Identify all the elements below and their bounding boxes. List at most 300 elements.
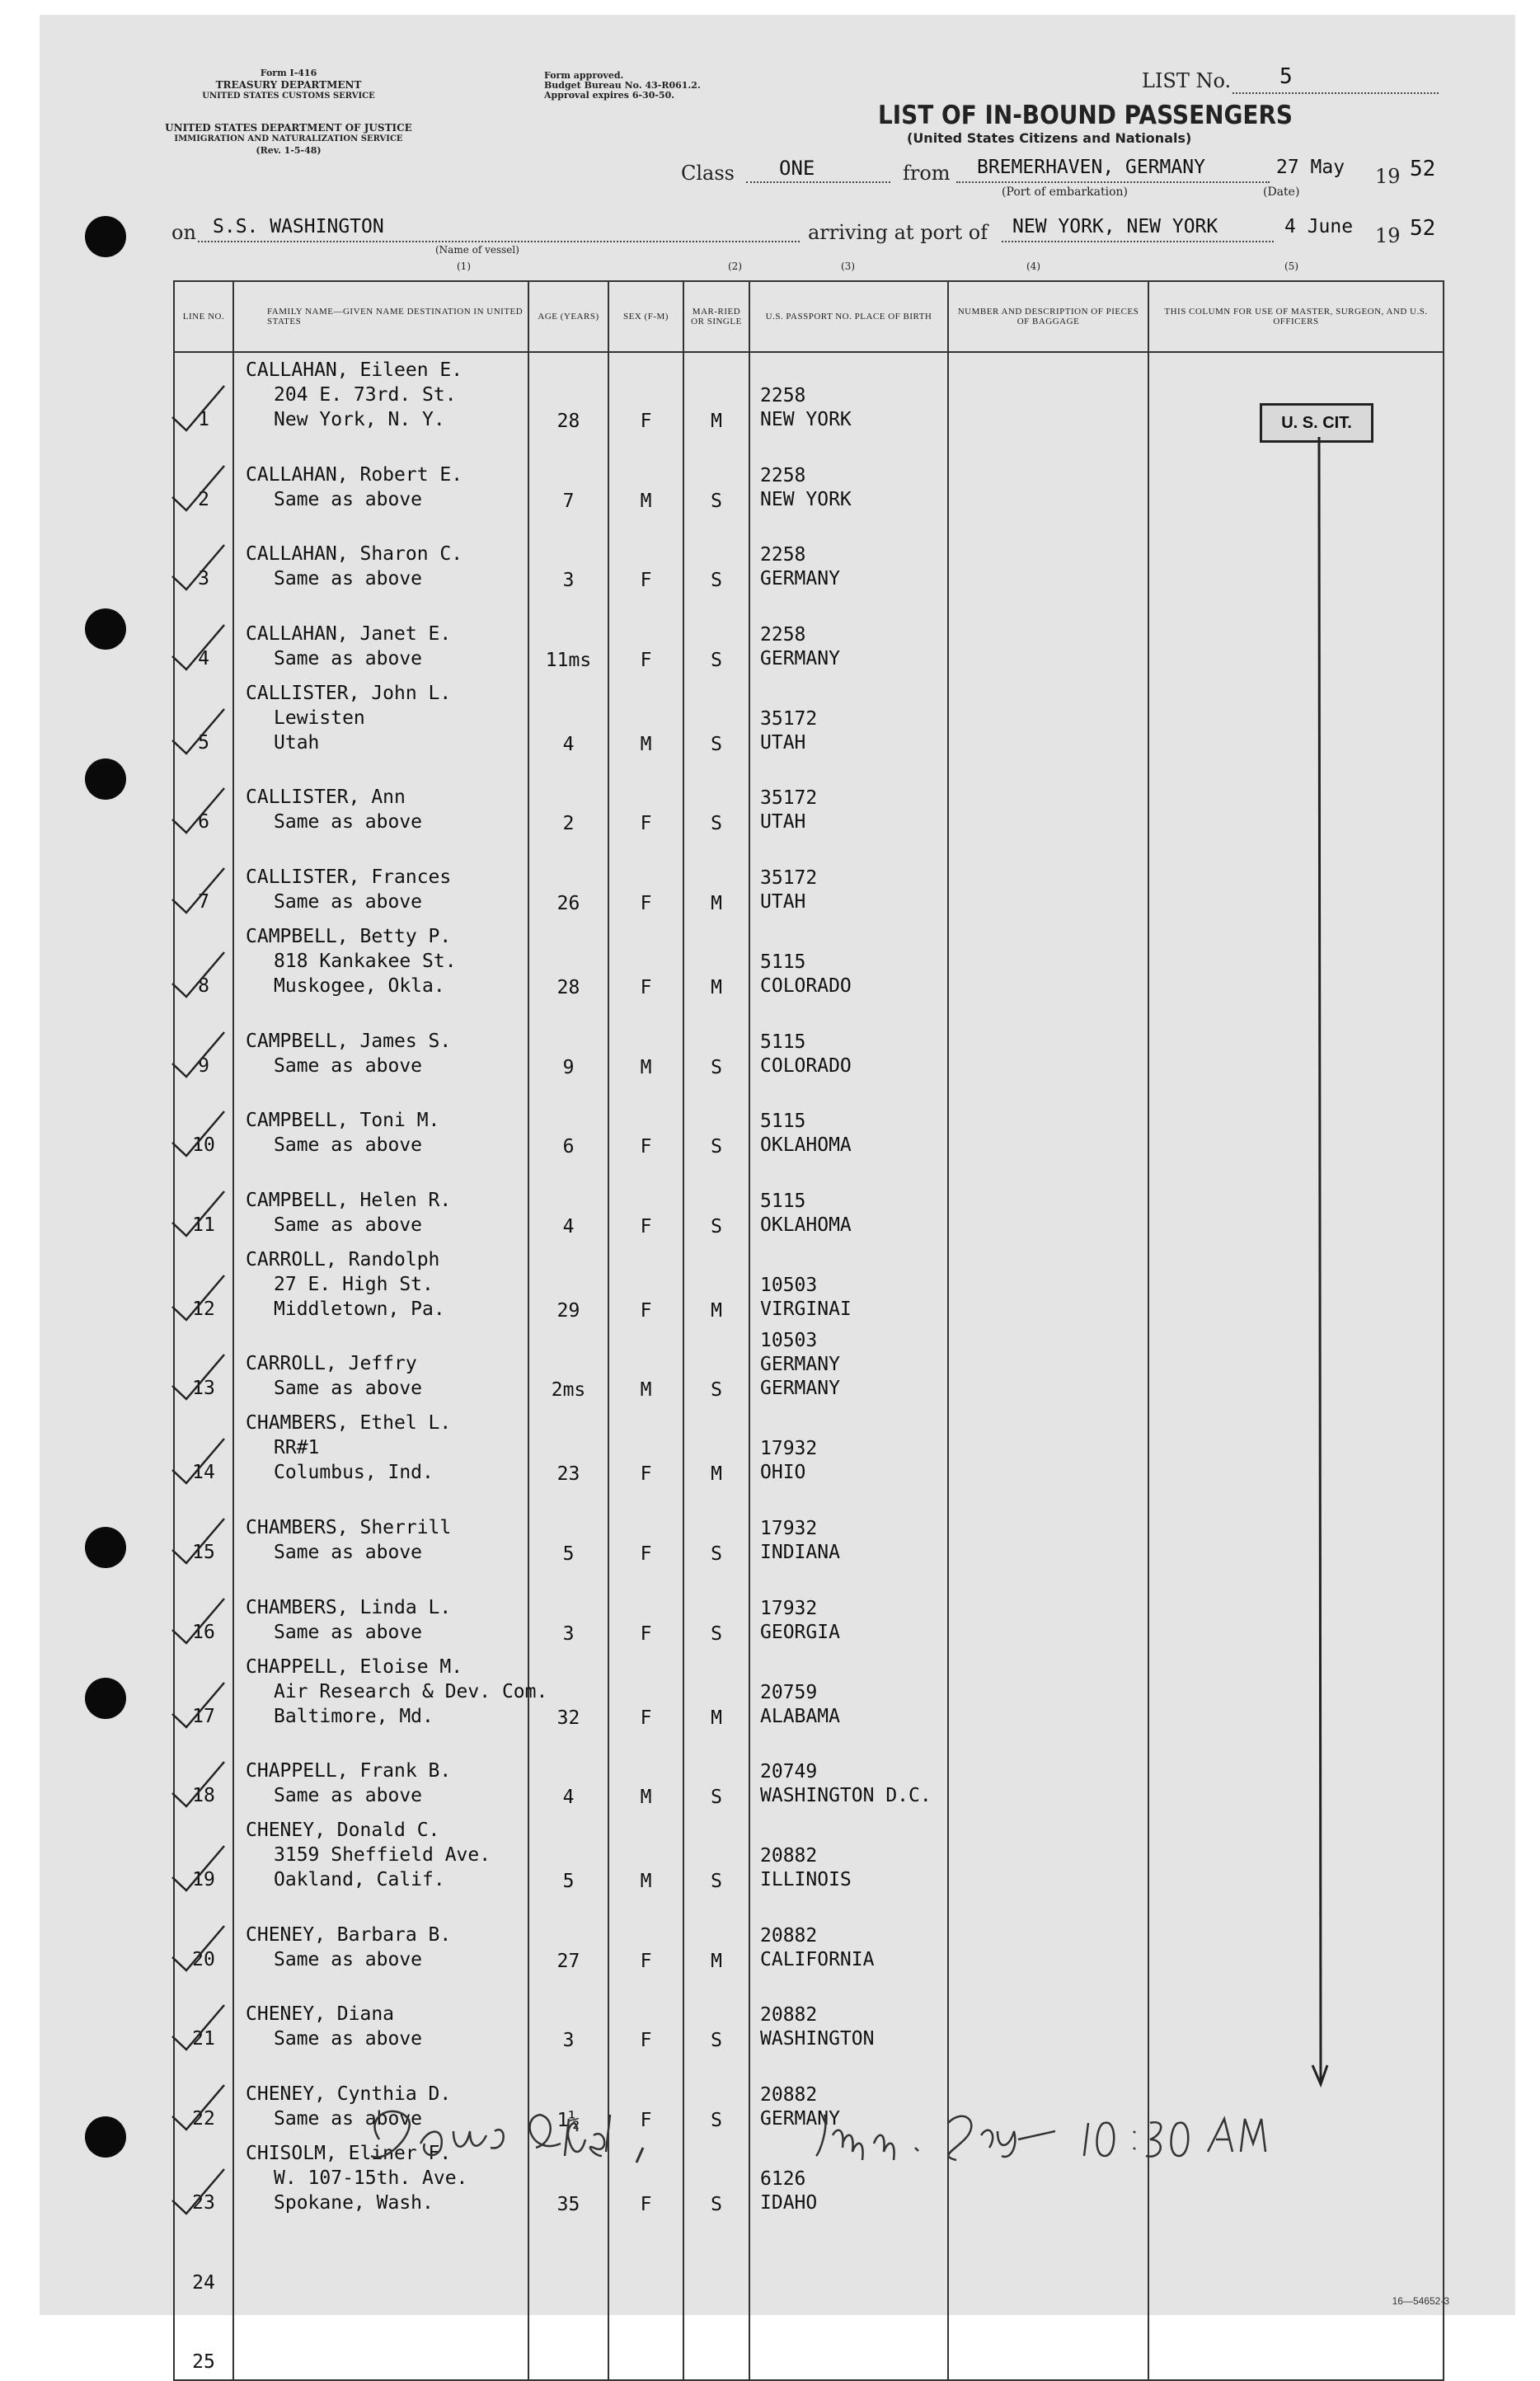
arrival-line — [1002, 241, 1274, 242]
budget-bureau: Budget Bureau No. 43-R061.2. — [544, 80, 701, 91]
line-number-cell — [174, 2056, 233, 2136]
passenger-name: CHAMBERS, Linda L. — [246, 1596, 452, 1618]
passenger-destination: Same as above — [274, 890, 423, 913]
line-number: 24 — [192, 2271, 215, 2294]
name-cell — [233, 1327, 528, 1407]
passport-cell — [749, 839, 948, 919]
passenger-destination: Lewisten — [274, 707, 365, 729]
passenger-name: CALLAHAN, Eileen E. — [246, 359, 463, 381]
officers-cell — [1148, 1650, 1444, 1734]
age-cell: 5 — [528, 1490, 608, 1570]
passenger-name: CHAPPELL, Eloise M. — [246, 1655, 463, 1678]
age-cell: 2 — [528, 760, 608, 840]
page-subtitle: (United States Citizens and Nationals) — [907, 130, 1192, 146]
officers-cell — [1148, 1490, 1444, 1570]
passport-number: 20882 — [760, 1845, 818, 1867]
name-cell — [233, 437, 528, 517]
col-num-5: (5) — [1284, 261, 1298, 272]
line-number-cell — [174, 1813, 233, 1897]
line-number-cell — [174, 676, 233, 760]
baggage-cell — [948, 1570, 1148, 1650]
sex-cell: F — [608, 596, 683, 676]
passport-cell — [749, 1734, 948, 1814]
sex-cell: M — [608, 1734, 683, 1814]
approval-expires: Approval expires 6-30-50. — [544, 90, 675, 101]
table-row — [174, 919, 1444, 1003]
officers-cell — [1148, 1977, 1444, 2057]
name-cell — [233, 596, 528, 676]
passenger-destination: W. 107-15th. Ave. — [274, 2167, 468, 2189]
baggage-cell — [948, 517, 1148, 597]
line-number-cell — [174, 2220, 233, 2300]
baggage-cell — [948, 1977, 1148, 2057]
officers-cell — [1148, 2220, 1444, 2300]
footer-code: 16—54652-3 — [1392, 2295, 1449, 2307]
passenger-destination: Same as above — [274, 1541, 423, 1563]
passport-cell — [749, 1327, 948, 1407]
passport-number: 35172 — [760, 787, 818, 810]
passport-cell — [749, 596, 948, 676]
line-number: 13 — [192, 1378, 215, 1400]
passenger-destination: Same as above — [274, 1214, 423, 1236]
approved: Form approved. — [544, 70, 624, 81]
table-row — [174, 352, 1444, 437]
baggage-cell — [948, 676, 1148, 760]
passenger-name: CHENEY, Diana — [246, 2003, 395, 2026]
place-of-birth: GERMANY — [760, 647, 840, 669]
passenger-name: CHAPPELL, Frank B. — [246, 1760, 452, 1782]
married-cell: M — [683, 1897, 749, 1977]
passport-number: 20759 — [760, 1681, 818, 1703]
passport-cell — [749, 1897, 948, 1977]
place-of-birth: GERMANY — [760, 2107, 840, 2130]
col-num-2: (2) — [728, 261, 742, 272]
form-number: Form I-416 — [260, 68, 317, 78]
passenger-destination: Oakland, Calif. — [274, 1869, 445, 1891]
baggage-cell — [948, 760, 1148, 840]
line-number-cell — [174, 760, 233, 840]
married-cell: M — [683, 1242, 749, 1327]
binder-hole — [85, 1678, 126, 1719]
baggage-cell — [948, 1490, 1148, 1570]
line-number-cell — [174, 517, 233, 597]
married-cell: M — [683, 919, 749, 1003]
sex-cell: M — [608, 1003, 683, 1083]
age-cell: 27 — [528, 1897, 608, 1977]
col-num-4: (4) — [1026, 261, 1040, 272]
age-cell: 32 — [528, 1650, 608, 1734]
age-cell: 23 — [528, 1406, 608, 1490]
sex-cell — [608, 2220, 683, 2300]
place-of-birth: UTAH — [760, 731, 806, 754]
baggage-cell — [948, 839, 1148, 919]
form-info — [198, 68, 379, 102]
sex-cell: F — [608, 760, 683, 840]
sex-cell: F — [608, 1650, 683, 1734]
sex-cell: F — [608, 1242, 683, 1327]
place-of-birth: UTAH — [760, 811, 806, 834]
sex-cell: F — [608, 2056, 683, 2136]
married-cell: S — [683, 517, 749, 597]
passport-cell — [749, 2300, 948, 2381]
officers-cell — [1148, 1406, 1444, 1490]
passenger-name: CALLAHAN, Janet E. — [246, 622, 452, 645]
age-cell: 29 — [528, 1242, 608, 1327]
table-row — [174, 1897, 1444, 1977]
passport-number: 20882 — [760, 1924, 818, 1947]
married-cell: S — [683, 1570, 749, 1650]
line-number-cell — [174, 1162, 233, 1242]
table-row — [174, 2220, 1444, 2300]
table-row — [174, 760, 1444, 840]
officers-cell — [1148, 1570, 1444, 1650]
sex-cell: F — [608, 1897, 683, 1977]
passenger-destination: Same as above — [274, 488, 423, 510]
passport-cell — [749, 1083, 948, 1163]
line-number: 19 — [192, 1869, 215, 1891]
line-number-cell — [174, 2300, 233, 2381]
officers-cell — [1148, 437, 1444, 517]
place-of-birth: OKLAHOMA — [760, 1214, 852, 1236]
married-cell: M — [683, 1406, 749, 1490]
line-number-cell — [174, 839, 233, 919]
passport-number: 35172 — [760, 707, 818, 730]
table-row — [174, 1977, 1444, 2057]
line-number: 20 — [192, 1948, 215, 1970]
line-number: 4 — [198, 647, 209, 669]
class-label: Class — [681, 162, 735, 185]
passenger-destination: Same as above — [274, 1621, 423, 1643]
line-number: 22 — [192, 2107, 215, 2130]
page-title: LIST OF IN-BOUND PASSENGERS — [878, 101, 1294, 130]
passenger-name: CARROLL, Randolph — [246, 1248, 440, 1270]
line-number: 10 — [192, 1134, 215, 1157]
age-cell: 11ms — [528, 596, 608, 676]
officers-cell — [1148, 2300, 1444, 2381]
line-number-cell — [174, 1897, 233, 1977]
age-cell: 3 — [528, 1977, 608, 2057]
place-of-birth: ILLINOIS — [760, 1869, 852, 1891]
name-cell — [233, 1406, 528, 1490]
binder-hole — [85, 758, 126, 800]
passenger-name: CHENEY, Cynthia D. — [246, 2083, 452, 2105]
passenger-name: CARROLL, Jeffry — [246, 1353, 417, 1375]
age-cell: 4 — [528, 1162, 608, 1242]
dept-treasury: TREASURY DEPARTMENT — [215, 79, 362, 91]
line-number-cell — [174, 919, 233, 1003]
col-num-1: (1) — [457, 261, 471, 272]
line-number-cell — [174, 1083, 233, 1163]
justice-info — [165, 122, 412, 157]
line-number-cell — [174, 2136, 233, 2220]
passport-cell — [749, 517, 948, 597]
line-number: 6 — [198, 811, 209, 834]
passenger-name: CALLAHAN, Sharon C. — [246, 543, 463, 566]
passport-number: 5115 — [760, 1190, 806, 1212]
col-header-line: LINE NO. — [174, 281, 233, 352]
line-number: 5 — [198, 731, 209, 754]
officers-cell — [1148, 676, 1444, 760]
sex-cell: F — [608, 1570, 683, 1650]
passenger-name: CAMPBELL, James S. — [246, 1030, 452, 1052]
passenger-name: CAMPBELL, Betty P. — [246, 925, 452, 947]
age-cell: 2ms — [528, 1327, 608, 1407]
ins-service: IMMIGRATION AND NATURALIZATION SERVICE — [174, 134, 403, 143]
name-cell — [233, 1977, 528, 2057]
married-cell: S — [683, 1734, 749, 1814]
passenger-destination: Same as above — [274, 2028, 423, 2050]
age-cell: 6 — [528, 1083, 608, 1163]
married-cell — [683, 2300, 749, 2381]
binder-hole — [85, 2116, 126, 2158]
baggage-cell — [948, 1327, 1148, 1407]
passport-cell — [749, 1490, 948, 1570]
from-line — [956, 181, 1270, 183]
vessel-line — [198, 241, 800, 242]
passport-number: 5115 — [760, 1111, 806, 1133]
sex-cell: F — [608, 919, 683, 1003]
baggage-cell — [948, 596, 1148, 676]
name-cell — [233, 1897, 528, 1977]
place-of-birth: UTAH — [760, 890, 806, 913]
baggage-cell — [948, 1083, 1148, 1163]
place-of-birth: OKLAHOMA — [760, 1134, 852, 1157]
sex-cell: F — [608, 1490, 683, 1570]
baggage-cell — [948, 1003, 1148, 1083]
officers-cell — [1148, 596, 1444, 676]
officers-cell — [1148, 517, 1444, 597]
married-cell: S — [683, 1977, 749, 2057]
sex-cell: F — [608, 1083, 683, 1163]
passenger-destination: Baltimore, Md. — [274, 1705, 434, 1727]
passenger-destination: Same as above — [274, 2107, 423, 2130]
inspector-signature — [346, 2098, 1492, 2172]
col-header-age: AGE (YEARS) — [528, 281, 608, 352]
table-row — [174, 437, 1444, 517]
passenger-destination: Same as above — [274, 1054, 423, 1077]
passport-cell — [749, 1406, 948, 1490]
married-cell: S — [683, 2056, 749, 2136]
married-cell: S — [683, 676, 749, 760]
married-cell: M — [683, 352, 749, 437]
name-cell — [233, 919, 528, 1003]
married-cell: S — [683, 760, 749, 840]
baggage-cell — [948, 1813, 1148, 1897]
age-cell: 1½ — [528, 2056, 608, 2136]
passport-number: 17932 — [760, 1517, 818, 1539]
married-cell: S — [683, 596, 749, 676]
place-of-birth: NEW YORK — [760, 488, 852, 510]
age-cell: 5 — [528, 1813, 608, 1897]
table-row — [174, 1083, 1444, 1163]
vessel-caption: (Name of vessel) — [435, 244, 519, 256]
name-cell — [233, 1490, 528, 1570]
vessel-name: S.S. WASHINGTON — [213, 216, 384, 237]
passport-number: 2258 — [760, 623, 806, 646]
on-label: on — [171, 221, 196, 244]
name-cell — [233, 517, 528, 597]
baggage-cell — [948, 1897, 1148, 1977]
table-row — [174, 1570, 1444, 1650]
line-number: 15 — [192, 1541, 215, 1563]
married-cell: S — [683, 1490, 749, 1570]
baggage-cell — [948, 2220, 1148, 2300]
baggage-cell — [948, 437, 1148, 517]
line-number-cell — [174, 1734, 233, 1814]
passenger-name: CHAMBERS, Ethel L. — [246, 1412, 452, 1435]
line-number: 18 — [192, 1785, 215, 1807]
passport-cell — [749, 352, 948, 437]
sex-cell: F — [608, 1162, 683, 1242]
baggage-cell — [948, 1162, 1148, 1242]
name-cell — [233, 1734, 528, 1814]
line-number: 25 — [192, 2351, 215, 2374]
sex-cell: M — [608, 1327, 683, 1407]
passport-cell — [749, 676, 948, 760]
year-depart: 52 — [1410, 157, 1436, 181]
binder-hole — [85, 608, 126, 650]
passport-cell — [749, 1003, 948, 1083]
col-header-married: MAR-RIED OR SINGLE — [683, 281, 749, 352]
line-number-cell — [174, 1650, 233, 1734]
date-caption: (Date) — [1263, 186, 1300, 199]
revision: (Rev. 1-5-48) — [256, 145, 322, 156]
line-number: 3 — [198, 568, 209, 590]
married-cell — [683, 2220, 749, 2300]
line-number: 14 — [192, 1462, 215, 1484]
sex-cell: F — [608, 2136, 683, 2220]
passenger-name: CALLISTER, Ann — [246, 787, 406, 809]
baggage-cell — [948, 1734, 1148, 1814]
passenger-destination: Same as above — [274, 568, 423, 590]
married-cell: S — [683, 1813, 749, 1897]
name-cell — [233, 760, 528, 840]
baggage-cell — [948, 919, 1148, 1003]
line-number: 12 — [192, 1298, 215, 1320]
line-number: 17 — [192, 1705, 215, 1727]
col-header-name: FAMILY NAME—GIVEN NAME DESTINATION IN UNITED STATES — [233, 281, 528, 352]
place-of-birth: GERMANY — [760, 1354, 840, 1376]
passenger-name: CALLISTER, John L. — [246, 682, 452, 704]
binder-hole — [85, 1527, 126, 1568]
passenger-destination: Spokane, Wash. — [274, 2191, 434, 2214]
line-number-cell — [174, 1570, 233, 1650]
line-number: 1 — [198, 409, 209, 430]
place-of-birth: GEORGIA — [760, 1621, 840, 1643]
passenger-destination: 818 Kankakee St. — [274, 950, 457, 972]
passport-cell — [749, 760, 948, 840]
table-row — [174, 1327, 1444, 1407]
place-of-birth: COLORADO — [760, 1054, 852, 1077]
line-number-cell — [174, 1406, 233, 1490]
officers-cell — [1148, 1083, 1444, 1163]
age-cell: 26 — [528, 839, 608, 919]
passport-cell — [749, 919, 948, 1003]
sex-cell: F — [608, 1406, 683, 1490]
line-number-cell — [174, 596, 233, 676]
baggage-cell — [948, 2300, 1148, 2381]
line-number-cell — [174, 1490, 233, 1570]
married-cell: S — [683, 1003, 749, 1083]
place-of-birth: WASHINGTON — [760, 2028, 875, 2050]
passenger-name: CHENEY, Barbara B. — [246, 1923, 452, 1946]
place-of-birth: GERMANY — [760, 568, 840, 590]
age-cell: 28 — [528, 919, 608, 1003]
port-embarkation: BREMERHAVEN, GERMANY — [977, 157, 1205, 178]
officers-cell — [1148, 1897, 1444, 1977]
table-row — [174, 2300, 1444, 2381]
passport-cell — [749, 1977, 948, 2057]
col-header-passport: U.S. PASSPORT NO. PLACE OF BIRTH — [749, 281, 948, 352]
line-number-cell — [174, 352, 233, 437]
col-header-officers: THIS COLUMN FOR USE OF MASTER, SURGEON, AND U.S. OFFICERS — [1148, 281, 1444, 352]
passenger-name: CALLAHAN, Robert E. — [246, 463, 463, 486]
passenger-name: CHISOLM, Eliner F. — [246, 2142, 452, 2164]
officers-cell — [1148, 760, 1444, 840]
passport-cell — [749, 1162, 948, 1242]
place-of-birth: COLORADO — [760, 974, 852, 997]
place-of-birth: GERMANY — [760, 1378, 840, 1400]
passenger-destination: New York, N. Y. — [274, 409, 445, 430]
line-number-cell — [174, 1977, 233, 2057]
passenger-name: CALLISTER, Frances — [246, 866, 452, 888]
passport-number: 17932 — [760, 1438, 818, 1460]
line-number-cell — [174, 1003, 233, 1083]
baggage-cell — [948, 1242, 1148, 1327]
date-arrival: 4 June — [1284, 216, 1354, 237]
passport-number: 10503 — [760, 1330, 818, 1352]
line-number: 16 — [192, 1621, 215, 1643]
age-cell: 4 — [528, 676, 608, 760]
table-row — [174, 676, 1444, 760]
sex-cell: M — [608, 1813, 683, 1897]
name-cell — [233, 676, 528, 760]
passenger-destination: 204 E. 73rd. St. — [274, 384, 457, 406]
passenger-destination: Columbus, Ind. — [274, 1462, 434, 1484]
officers-cell — [1148, 1813, 1444, 1897]
officers-cell — [1148, 1242, 1444, 1327]
line-number-cell — [174, 1242, 233, 1327]
year-prefix-arrival: 19 — [1375, 224, 1401, 247]
passport-number: 2258 — [760, 464, 806, 486]
port-arrival: NEW YORK, NEW YORK — [1012, 216, 1218, 237]
list-no-value: 5 — [1279, 64, 1293, 89]
passenger-destination: Same as above — [274, 647, 423, 669]
list-no-label: LIST No. — [1142, 69, 1232, 92]
table-row — [174, 1490, 1444, 1570]
table-row — [174, 1162, 1444, 1242]
age-cell — [528, 2300, 608, 2381]
line-number: 7 — [198, 890, 209, 913]
baggage-cell — [948, 1406, 1148, 1490]
age-cell: 4 — [528, 1734, 608, 1814]
passenger-name: CAMPBELL, Toni M. — [246, 1110, 440, 1132]
passenger-destination: 3159 Sheffield Ave. — [274, 1844, 491, 1867]
us-citizen-stamp: U. S. CIT. — [1260, 403, 1373, 443]
table-row — [174, 1406, 1444, 1490]
table-row — [174, 1650, 1444, 1734]
officer-arrow-line — [1303, 437, 1336, 2102]
col-num-3: (3) — [841, 261, 855, 272]
age-cell: 9 — [528, 1003, 608, 1083]
line-number-cell — [174, 437, 233, 517]
name-cell — [233, 1813, 528, 1897]
place-of-birth: CALIFORNIA — [760, 1948, 875, 1970]
passenger-name: CAMPBELL, Helen R. — [246, 1189, 452, 1211]
officers-cell — [1148, 919, 1444, 1003]
line-number: 8 — [198, 974, 209, 997]
passport-number: 2258 — [760, 385, 806, 406]
